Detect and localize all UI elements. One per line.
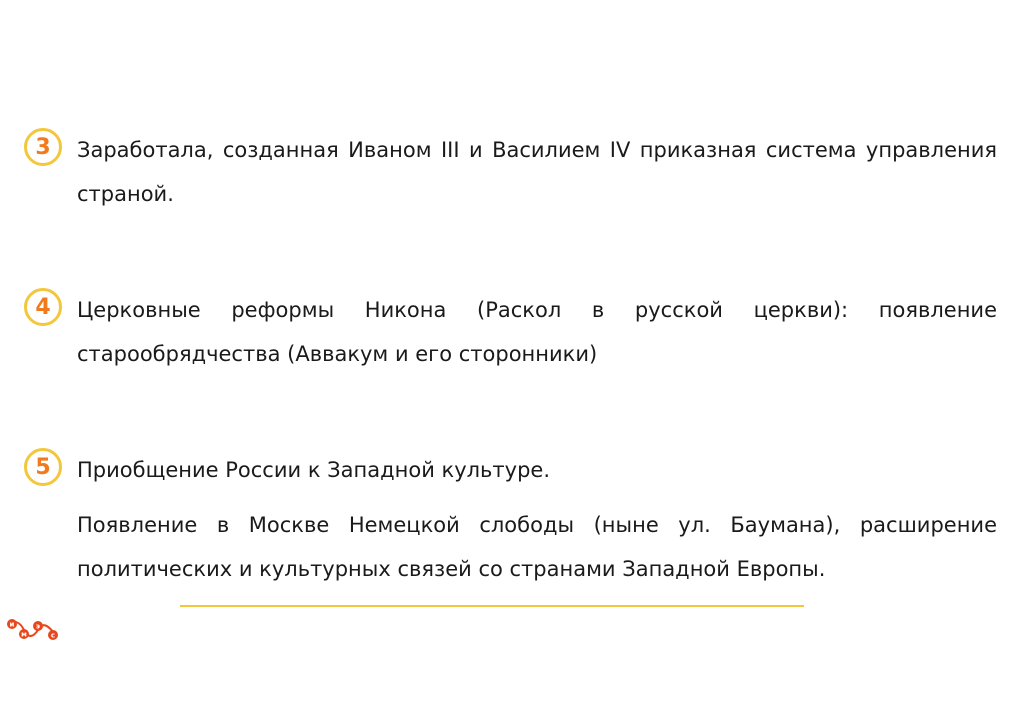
logo-letter: с xyxy=(50,631,56,640)
item-text-secondary: Появление в Москве Немецкой слободы (ныне ул. Баумана), расширение политических и культурных связей со странами Западной Европы. xyxy=(77,513,997,581)
logo-letter: и xyxy=(9,620,15,629)
logo-letter: м xyxy=(21,630,27,639)
number-badge: 4 xyxy=(24,288,62,326)
logo-letter: э xyxy=(35,622,41,631)
item-text: Приобщение России к Западной культуре. xyxy=(77,458,551,482)
number-badge: 5 xyxy=(24,448,62,486)
imes-logo xyxy=(6,616,60,646)
divider xyxy=(180,605,804,607)
item-text: Заработала, созданная Иваном III и Василием IV приказная система управления страной. xyxy=(77,138,997,206)
item-text: Церковные реформы Никона (Раскол в русской церкви): появление старообрядчества (Аввакум и его сторонники) xyxy=(77,298,997,366)
number-badge: 3 xyxy=(24,128,62,166)
